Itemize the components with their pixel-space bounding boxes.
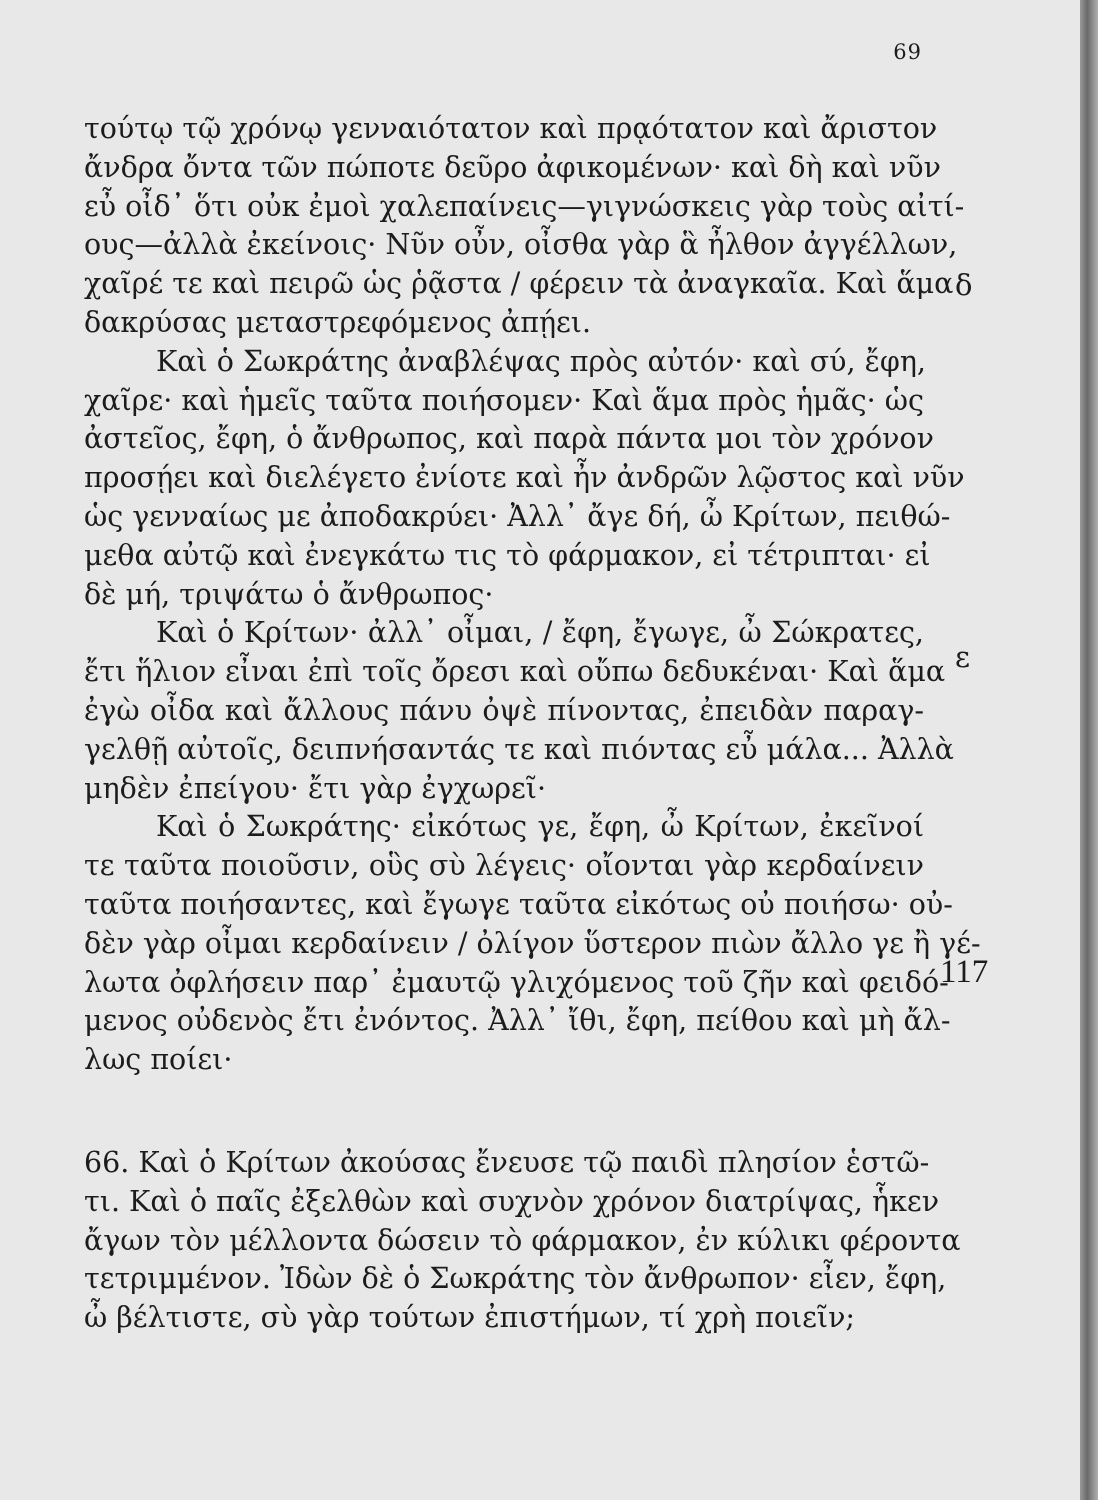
text-line: χαῖρέ τε καὶ πειρῶ ὡς ῥᾷστα / φέρειν τὰ ἀναγκαῖα. Καὶ ἅμα xyxy=(84,267,954,301)
text-line: ἄνδρα ὄντα τῶν πώποτε δεῦρο ἀφικομένων· καὶ δὴ καὶ νῦν xyxy=(84,150,941,184)
text-line: Καὶ ὁ Κρίτων· ἀλλ᾽ οἶμαι, / ἔφη, ἔγωγε, ὦ Σώκρατες, xyxy=(156,616,924,650)
paragraph-gap xyxy=(84,1080,924,1144)
page-number: 69 xyxy=(893,40,922,64)
text-line: ὦ βέλτιστε, σὺ γὰρ τούτων ἐπιστήμων, τί χρὴ ποιεῖν; xyxy=(84,1301,856,1335)
text-line: ἐγὼ οἶδα καὶ ἄλλους πάνυ ὀψὲ πίνοντας, ἐπειδὰν παραγ- xyxy=(84,693,924,727)
text-line: λωτα ὀφλήσειν παρ᾽ ἐμαυτῷ γλιχόμενος τοῦ ζῆν καὶ φειδό- xyxy=(84,965,949,999)
text-line: μεθα αὐτῷ καὶ ἐνεγκάτω τις τὸ φάρμακον, εἰ τέτριπται· εἰ xyxy=(84,538,931,572)
text-line: δὲ μή, τριψάτω ὁ ἄνθρωπος· xyxy=(84,577,494,611)
stephanus-number: 117 xyxy=(940,954,989,990)
text-line: δακρύσας μεταστρεφόμενος ἀπῄει. xyxy=(84,305,592,339)
text-line: χαῖρε· καὶ ἡμεῖς ταῦτα ποιήσομεν· Καὶ ἅμα πρὸς ἡμᾶς· ὡς xyxy=(84,383,924,417)
text-line: εὖ οἶδ᾽ ὅτι οὐκ ἐμοὶ χαλεπαίνεις—γιγνώσκεις γὰρ τοὺς αἰτί- xyxy=(84,189,965,223)
text-line: μηδὲν ἐπείγου· ἔτι γὰρ ἐγχωρεῖ· xyxy=(84,771,547,805)
text-line: ἀστεῖος, ἔφη, ὁ ἄνθρωπος, καὶ παρὰ πάντα μοι τὸν χρόνον xyxy=(84,422,934,456)
text-line: ὡς γενναίως με ἀποδακρύει· Ἀλλ᾽ ἄγε δή, ὦ Κρίτων, πειθώ- xyxy=(84,499,951,533)
text-line: γελθῇ αὐτοῖς, δειπνήσαντάς τε καὶ πιόντας εὖ μάλα... Ἀλλὰ xyxy=(84,732,954,766)
page-edge-shadow xyxy=(1080,0,1098,1500)
text-line: μενος οὐδενὸς ἔτι ἐνόντος. Ἀλλ᾽ ἴθι, ἔφη, πείθου καὶ μὴ ἄλ- xyxy=(84,1004,951,1038)
text-line: τούτῳ τῷ χρόνῳ γενναιότατον καὶ πρᾳότατον καὶ ἄριστον xyxy=(84,112,938,145)
text-line: 66. Καὶ ὁ Κρίτων ἀκούσας ἔνευσε τῷ παιδὶ πλησίον ἑστῶ- xyxy=(84,1145,930,1179)
margin-marker-e: ε xyxy=(955,640,971,674)
text-line: τε ταῦτα ποιοῦσιν, οὓς σὺ λέγεις· οἴονται γὰρ κερδαίνειν xyxy=(84,849,924,883)
text-line: ους—ἀλλὰ ἐκείνοις· Νῦν οὖν, οἶσθα γὰρ ἃ ἦλθον ἀγγέλλων, xyxy=(84,228,958,262)
text-line: ἔτι ἥλιον εἶναι ἐπὶ τοῖς ὄρεσι καὶ οὔπω δεδυκέναι· Καὶ ἅμα xyxy=(84,655,946,689)
text-line: ταῦτα ποιήσαντες, καὶ ἔγωγε ταῦτα εἰκότως οὐ ποιήσω· οὐ- xyxy=(84,887,953,921)
text-line: Καὶ ὁ Σωκράτης· εἰκότως γε, ἔφη, ὦ Κρίτων, ἐκεῖνοί xyxy=(156,810,924,844)
text-line: τετριμμένον. Ἰδὼν δὲ ὁ Σωκράτης τὸν ἄνθρωπον· εἶεν, ἔφη, xyxy=(84,1262,947,1296)
text-line: λως ποίει· xyxy=(84,1043,233,1077)
margin-marker-d: δ xyxy=(955,268,973,302)
text-line: τι. Καὶ ὁ παῖς ἐξελθὼν καὶ συχνὸν χρόνον διατρίψας, ἧκεν xyxy=(84,1184,940,1218)
text-line: Καὶ ὁ Σωκράτης ἀναβλέψας πρὸς αὐτόν· καὶ σύ, ἔφη, xyxy=(156,344,926,378)
text-line: ἄγων τὸν μέλλοντα δώσειν τὸ φάρμακον, ἐν κύλικι φέροντα xyxy=(84,1223,961,1257)
text-line: προσῄει καὶ διελέγετο ἐνίοτε καὶ ἦν ἀνδρῶν λῷστος καὶ νῦν xyxy=(84,461,965,495)
text-line: δὲν γὰρ οἶμαι κερδαίνειν / ὀλίγον ὕστερον πιὼν ἄλλο γε ἢ γέ- xyxy=(84,926,981,960)
